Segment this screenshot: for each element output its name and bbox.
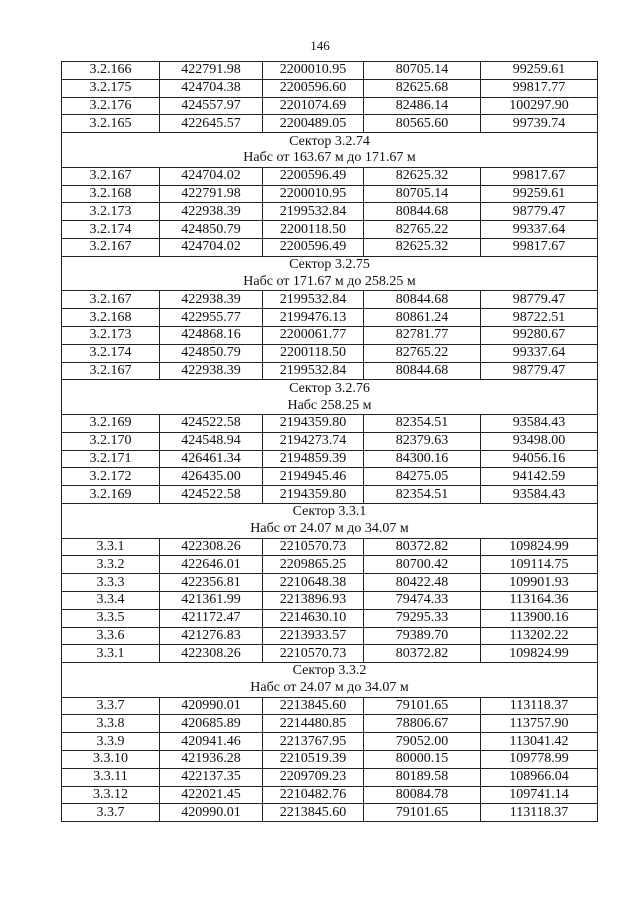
- y-local-cell: 98722.51: [481, 309, 598, 327]
- x-local-cell: 82354.51: [364, 486, 481, 504]
- table-row: [62, 556, 598, 574]
- sector-heading-row: [62, 256, 598, 273]
- point-id-cell: 3.2.167: [62, 291, 160, 309]
- y-coordinate-cell: 2200489.05: [263, 115, 364, 133]
- point-id-cell: 3.2.172: [62, 468, 160, 486]
- table-row: [62, 468, 598, 486]
- x-coordinate-cell: 422791.98: [160, 62, 263, 80]
- y-coordinate-cell: 2213896.93: [263, 591, 364, 609]
- x-coordinate-cell: 422308.26: [160, 645, 263, 663]
- point-id-cell: 3.3.6: [62, 627, 160, 645]
- y-coordinate-cell: 2200010.95: [263, 185, 364, 203]
- sector-height-range: Набс от 163.67 м до 171.67 м: [62, 150, 598, 167]
- table-row: [62, 486, 598, 504]
- y-coordinate-cell: 2209865.25: [263, 556, 364, 574]
- x-coordinate-cell: 421276.83: [160, 627, 263, 645]
- page-number: 146: [310, 38, 330, 53]
- y-local-cell: 109901.93: [481, 574, 598, 592]
- x-coordinate-cell: 422938.39: [160, 291, 263, 309]
- y-local-cell: 99337.64: [481, 344, 598, 362]
- y-local-cell: 99259.61: [481, 185, 598, 203]
- y-local-cell: 109741.14: [481, 786, 598, 804]
- sector-height-range: Набс 258.25 м: [62, 397, 598, 414]
- sector-heading-row: [62, 380, 598, 397]
- y-local-cell: 113900.16: [481, 609, 598, 627]
- x-local-cell: 80372.82: [364, 645, 481, 663]
- x-local-cell: 82765.22: [364, 221, 481, 239]
- y-local-cell: 99817.67: [481, 167, 598, 185]
- point-id-cell: 3.2.167: [62, 362, 160, 380]
- point-id-cell: 3.2.174: [62, 221, 160, 239]
- point-id-cell: 3.2.174: [62, 344, 160, 362]
- x-coordinate-cell: 420990.01: [160, 697, 263, 715]
- sector-heading-row: [62, 133, 598, 150]
- y-coordinate-cell: 2199532.84: [263, 203, 364, 221]
- x-local-cell: 80861.24: [364, 309, 481, 327]
- sector-height-range: Набс от 24.07 м до 34.07 м: [62, 680, 598, 697]
- x-local-cell: 80844.68: [364, 291, 481, 309]
- table-row: [62, 715, 598, 733]
- point-id-cell: 3.3.4: [62, 591, 160, 609]
- sector-heading: Сектор 3.2.75: [62, 256, 598, 273]
- point-id-cell: 3.2.166: [62, 62, 160, 80]
- y-coordinate-cell: 2200118.50: [263, 221, 364, 239]
- sector-heading: Сектор 3.3.2: [62, 663, 598, 680]
- y-coordinate-cell: 2214630.10: [263, 609, 364, 627]
- x-local-cell: 79474.33: [364, 591, 481, 609]
- x-local-cell: 80372.82: [364, 538, 481, 556]
- y-coordinate-cell: 2199532.84: [263, 362, 364, 380]
- point-id-cell: 3.3.12: [62, 786, 160, 804]
- coordinates-table: [61, 61, 598, 822]
- sector-heading-row: [62, 503, 598, 520]
- sector-heading: Сектор 3.2.76: [62, 380, 598, 397]
- y-coordinate-cell: 2210648.38: [263, 574, 364, 592]
- table-row: [62, 309, 598, 327]
- table-row: [62, 203, 598, 221]
- y-coordinate-cell: 2213845.60: [263, 804, 364, 822]
- sector-height-row: [62, 150, 598, 167]
- x-local-cell: 78806.67: [364, 715, 481, 733]
- table-row: [62, 804, 598, 822]
- y-local-cell: 109824.99: [481, 538, 598, 556]
- x-coordinate-cell: 421361.99: [160, 591, 263, 609]
- y-local-cell: 99817.77: [481, 79, 598, 97]
- table-row: [62, 167, 598, 185]
- table-row: [62, 221, 598, 239]
- y-coordinate-cell: 2214480.85: [263, 715, 364, 733]
- y-local-cell: 99280.67: [481, 326, 598, 344]
- y-local-cell: 98779.47: [481, 362, 598, 380]
- point-id-cell: 3.2.165: [62, 115, 160, 133]
- x-local-cell: 80700.42: [364, 556, 481, 574]
- table-row: [62, 79, 598, 97]
- y-coordinate-cell: 2201074.69: [263, 97, 364, 115]
- sector-height-row: [62, 397, 598, 414]
- x-local-cell: 80565.60: [364, 115, 481, 133]
- sector-height-range: Набс от 171.67 м до 258.25 м: [62, 274, 598, 291]
- x-coordinate-cell: 422791.98: [160, 185, 263, 203]
- y-local-cell: 109114.75: [481, 556, 598, 574]
- x-local-cell: 80705.14: [364, 185, 481, 203]
- x-coordinate-cell: 424557.97: [160, 97, 263, 115]
- x-coordinate-cell: 421936.28: [160, 751, 263, 769]
- table-row: [62, 414, 598, 432]
- table-row: [62, 768, 598, 786]
- x-local-cell: 80189.58: [364, 768, 481, 786]
- x-coordinate-cell: 424522.58: [160, 486, 263, 504]
- coordinates-table-body: [62, 62, 598, 822]
- x-local-cell: 79052.00: [364, 733, 481, 751]
- table-row: [62, 627, 598, 645]
- x-local-cell: 82354.51: [364, 414, 481, 432]
- x-coordinate-cell: 424704.02: [160, 238, 263, 256]
- x-local-cell: 80000.15: [364, 751, 481, 769]
- x-local-cell: 79101.65: [364, 697, 481, 715]
- y-local-cell: 98779.47: [481, 291, 598, 309]
- y-local-cell: 113202.22: [481, 627, 598, 645]
- y-local-cell: 94142.59: [481, 468, 598, 486]
- y-local-cell: 93584.43: [481, 486, 598, 504]
- y-local-cell: 98779.47: [481, 203, 598, 221]
- y-coordinate-cell: 2200118.50: [263, 344, 364, 362]
- x-local-cell: 82625.32: [364, 238, 481, 256]
- point-id-cell: 3.3.1: [62, 538, 160, 556]
- x-coordinate-cell: 424704.02: [160, 167, 263, 185]
- y-coordinate-cell: 2213845.60: [263, 697, 364, 715]
- point-id-cell: 3.2.169: [62, 486, 160, 504]
- y-coordinate-cell: 2210570.73: [263, 645, 364, 663]
- x-coordinate-cell: 422955.77: [160, 309, 263, 327]
- y-coordinate-cell: 2199532.84: [263, 291, 364, 309]
- y-local-cell: 93498.00: [481, 432, 598, 450]
- x-coordinate-cell: 426461.34: [160, 450, 263, 468]
- y-local-cell: 113041.42: [481, 733, 598, 751]
- sector-heading: Сектор 3.2.74: [62, 133, 598, 150]
- point-id-cell: 3.2.175: [62, 79, 160, 97]
- table-row: [62, 786, 598, 804]
- x-coordinate-cell: 422137.35: [160, 768, 263, 786]
- point-id-cell: 3.3.5: [62, 609, 160, 627]
- y-coordinate-cell: 2194359.80: [263, 486, 364, 504]
- sector-heading: Сектор 3.3.1: [62, 503, 598, 520]
- sector-height-row: [62, 521, 598, 538]
- point-id-cell: 3.3.7: [62, 697, 160, 715]
- y-coordinate-cell: 2213767.95: [263, 733, 364, 751]
- x-local-cell: 80422.48: [364, 574, 481, 592]
- table-row: [62, 751, 598, 769]
- point-id-cell: 3.3.8: [62, 715, 160, 733]
- table-row: [62, 432, 598, 450]
- y-local-cell: 108966.04: [481, 768, 598, 786]
- y-local-cell: 109824.99: [481, 645, 598, 663]
- y-coordinate-cell: 2200596.49: [263, 167, 364, 185]
- table-row: [62, 115, 598, 133]
- point-id-cell: 3.2.173: [62, 203, 160, 221]
- table-row: [62, 538, 598, 556]
- table-row: [62, 291, 598, 309]
- x-local-cell: 80844.68: [364, 362, 481, 380]
- x-local-cell: 84300.16: [364, 450, 481, 468]
- y-local-cell: 109778.99: [481, 751, 598, 769]
- y-local-cell: 99337.64: [481, 221, 598, 239]
- x-coordinate-cell: 424548.94: [160, 432, 263, 450]
- point-id-cell: 3.3.3: [62, 574, 160, 592]
- x-local-cell: 79101.65: [364, 804, 481, 822]
- y-coordinate-cell: 2200061.77: [263, 326, 364, 344]
- y-local-cell: 99739.74: [481, 115, 598, 133]
- x-coordinate-cell: 424850.79: [160, 344, 263, 362]
- x-coordinate-cell: 422356.81: [160, 574, 263, 592]
- table-row: [62, 362, 598, 380]
- y-local-cell: 99817.67: [481, 238, 598, 256]
- point-id-cell: 3.3.7: [62, 804, 160, 822]
- x-coordinate-cell: 422938.39: [160, 203, 263, 221]
- y-coordinate-cell: 2199476.13: [263, 309, 364, 327]
- x-coordinate-cell: 424868.16: [160, 326, 263, 344]
- x-local-cell: 82765.22: [364, 344, 481, 362]
- table-row: [62, 609, 598, 627]
- y-coordinate-cell: 2194359.80: [263, 414, 364, 432]
- x-local-cell: 82625.32: [364, 167, 481, 185]
- y-local-cell: 94056.16: [481, 450, 598, 468]
- x-coordinate-cell: 424850.79: [160, 221, 263, 239]
- x-coordinate-cell: 422646.01: [160, 556, 263, 574]
- x-coordinate-cell: 420685.89: [160, 715, 263, 733]
- x-coordinate-cell: 421172.47: [160, 609, 263, 627]
- x-coordinate-cell: 422308.26: [160, 538, 263, 556]
- y-local-cell: 100297.90: [481, 97, 598, 115]
- point-id-cell: 3.3.9: [62, 733, 160, 751]
- y-local-cell: 113118.37: [481, 697, 598, 715]
- x-local-cell: 80084.78: [364, 786, 481, 804]
- y-coordinate-cell: 2210519.39: [263, 751, 364, 769]
- table-row: [62, 97, 598, 115]
- point-id-cell: 3.2.171: [62, 450, 160, 468]
- point-id-cell: 3.2.167: [62, 238, 160, 256]
- x-local-cell: 82625.68: [364, 79, 481, 97]
- y-coordinate-cell: 2213933.57: [263, 627, 364, 645]
- y-local-cell: 113757.90: [481, 715, 598, 733]
- x-local-cell: 82379.63: [364, 432, 481, 450]
- x-coordinate-cell: 422021.45: [160, 786, 263, 804]
- table-row: [62, 574, 598, 592]
- y-coordinate-cell: 2200596.49: [263, 238, 364, 256]
- point-id-cell: 3.2.170: [62, 432, 160, 450]
- x-local-cell: 82781.77: [364, 326, 481, 344]
- table-row: [62, 733, 598, 751]
- x-local-cell: 79295.33: [364, 609, 481, 627]
- y-local-cell: 113164.36: [481, 591, 598, 609]
- point-id-cell: 3.2.169: [62, 414, 160, 432]
- table-row: [62, 344, 598, 362]
- x-coordinate-cell: 422645.57: [160, 115, 263, 133]
- table-row: [62, 62, 598, 80]
- y-coordinate-cell: 2200596.60: [263, 79, 364, 97]
- table-row: [62, 185, 598, 203]
- x-local-cell: 84275.05: [364, 468, 481, 486]
- table-row: [62, 238, 598, 256]
- table-row: [62, 697, 598, 715]
- point-id-cell: 3.2.176: [62, 97, 160, 115]
- y-coordinate-cell: 2210482.76: [263, 786, 364, 804]
- y-coordinate-cell: 2194945.46: [263, 468, 364, 486]
- y-local-cell: 113118.37: [481, 804, 598, 822]
- x-coordinate-cell: 424704.38: [160, 79, 263, 97]
- x-coordinate-cell: 420990.01: [160, 804, 263, 822]
- x-local-cell: 82486.14: [364, 97, 481, 115]
- point-id-cell: 3.2.168: [62, 185, 160, 203]
- y-local-cell: 93584.43: [481, 414, 598, 432]
- y-coordinate-cell: 2209709.23: [263, 768, 364, 786]
- point-id-cell: 3.3.2: [62, 556, 160, 574]
- sector-height-range: Набс от 24.07 м до 34.07 м: [62, 521, 598, 538]
- x-coordinate-cell: 424522.58: [160, 414, 263, 432]
- point-id-cell: 3.3.1: [62, 645, 160, 663]
- table-row: [62, 450, 598, 468]
- point-id-cell: 3.2.167: [62, 167, 160, 185]
- sector-height-row: [62, 274, 598, 291]
- y-local-cell: 99259.61: [481, 62, 598, 80]
- x-local-cell: 80844.68: [364, 203, 481, 221]
- x-coordinate-cell: 422938.39: [160, 362, 263, 380]
- y-coordinate-cell: 2194273.74: [263, 432, 364, 450]
- x-local-cell: 80705.14: [364, 62, 481, 80]
- table-row: [62, 326, 598, 344]
- point-id-cell: 3.3.10: [62, 751, 160, 769]
- point-id-cell: 3.3.11: [62, 768, 160, 786]
- table-row: [62, 645, 598, 663]
- point-id-cell: 3.2.168: [62, 309, 160, 327]
- table-row: [62, 591, 598, 609]
- sector-height-row: [62, 680, 598, 697]
- y-coordinate-cell: 2210570.73: [263, 538, 364, 556]
- x-coordinate-cell: 420941.46: [160, 733, 263, 751]
- point-id-cell: 3.2.173: [62, 326, 160, 344]
- x-local-cell: 79389.70: [364, 627, 481, 645]
- y-coordinate-cell: 2200010.95: [263, 62, 364, 80]
- y-coordinate-cell: 2194859.39: [263, 450, 364, 468]
- x-coordinate-cell: 426435.00: [160, 468, 263, 486]
- sector-heading-row: [62, 663, 598, 680]
